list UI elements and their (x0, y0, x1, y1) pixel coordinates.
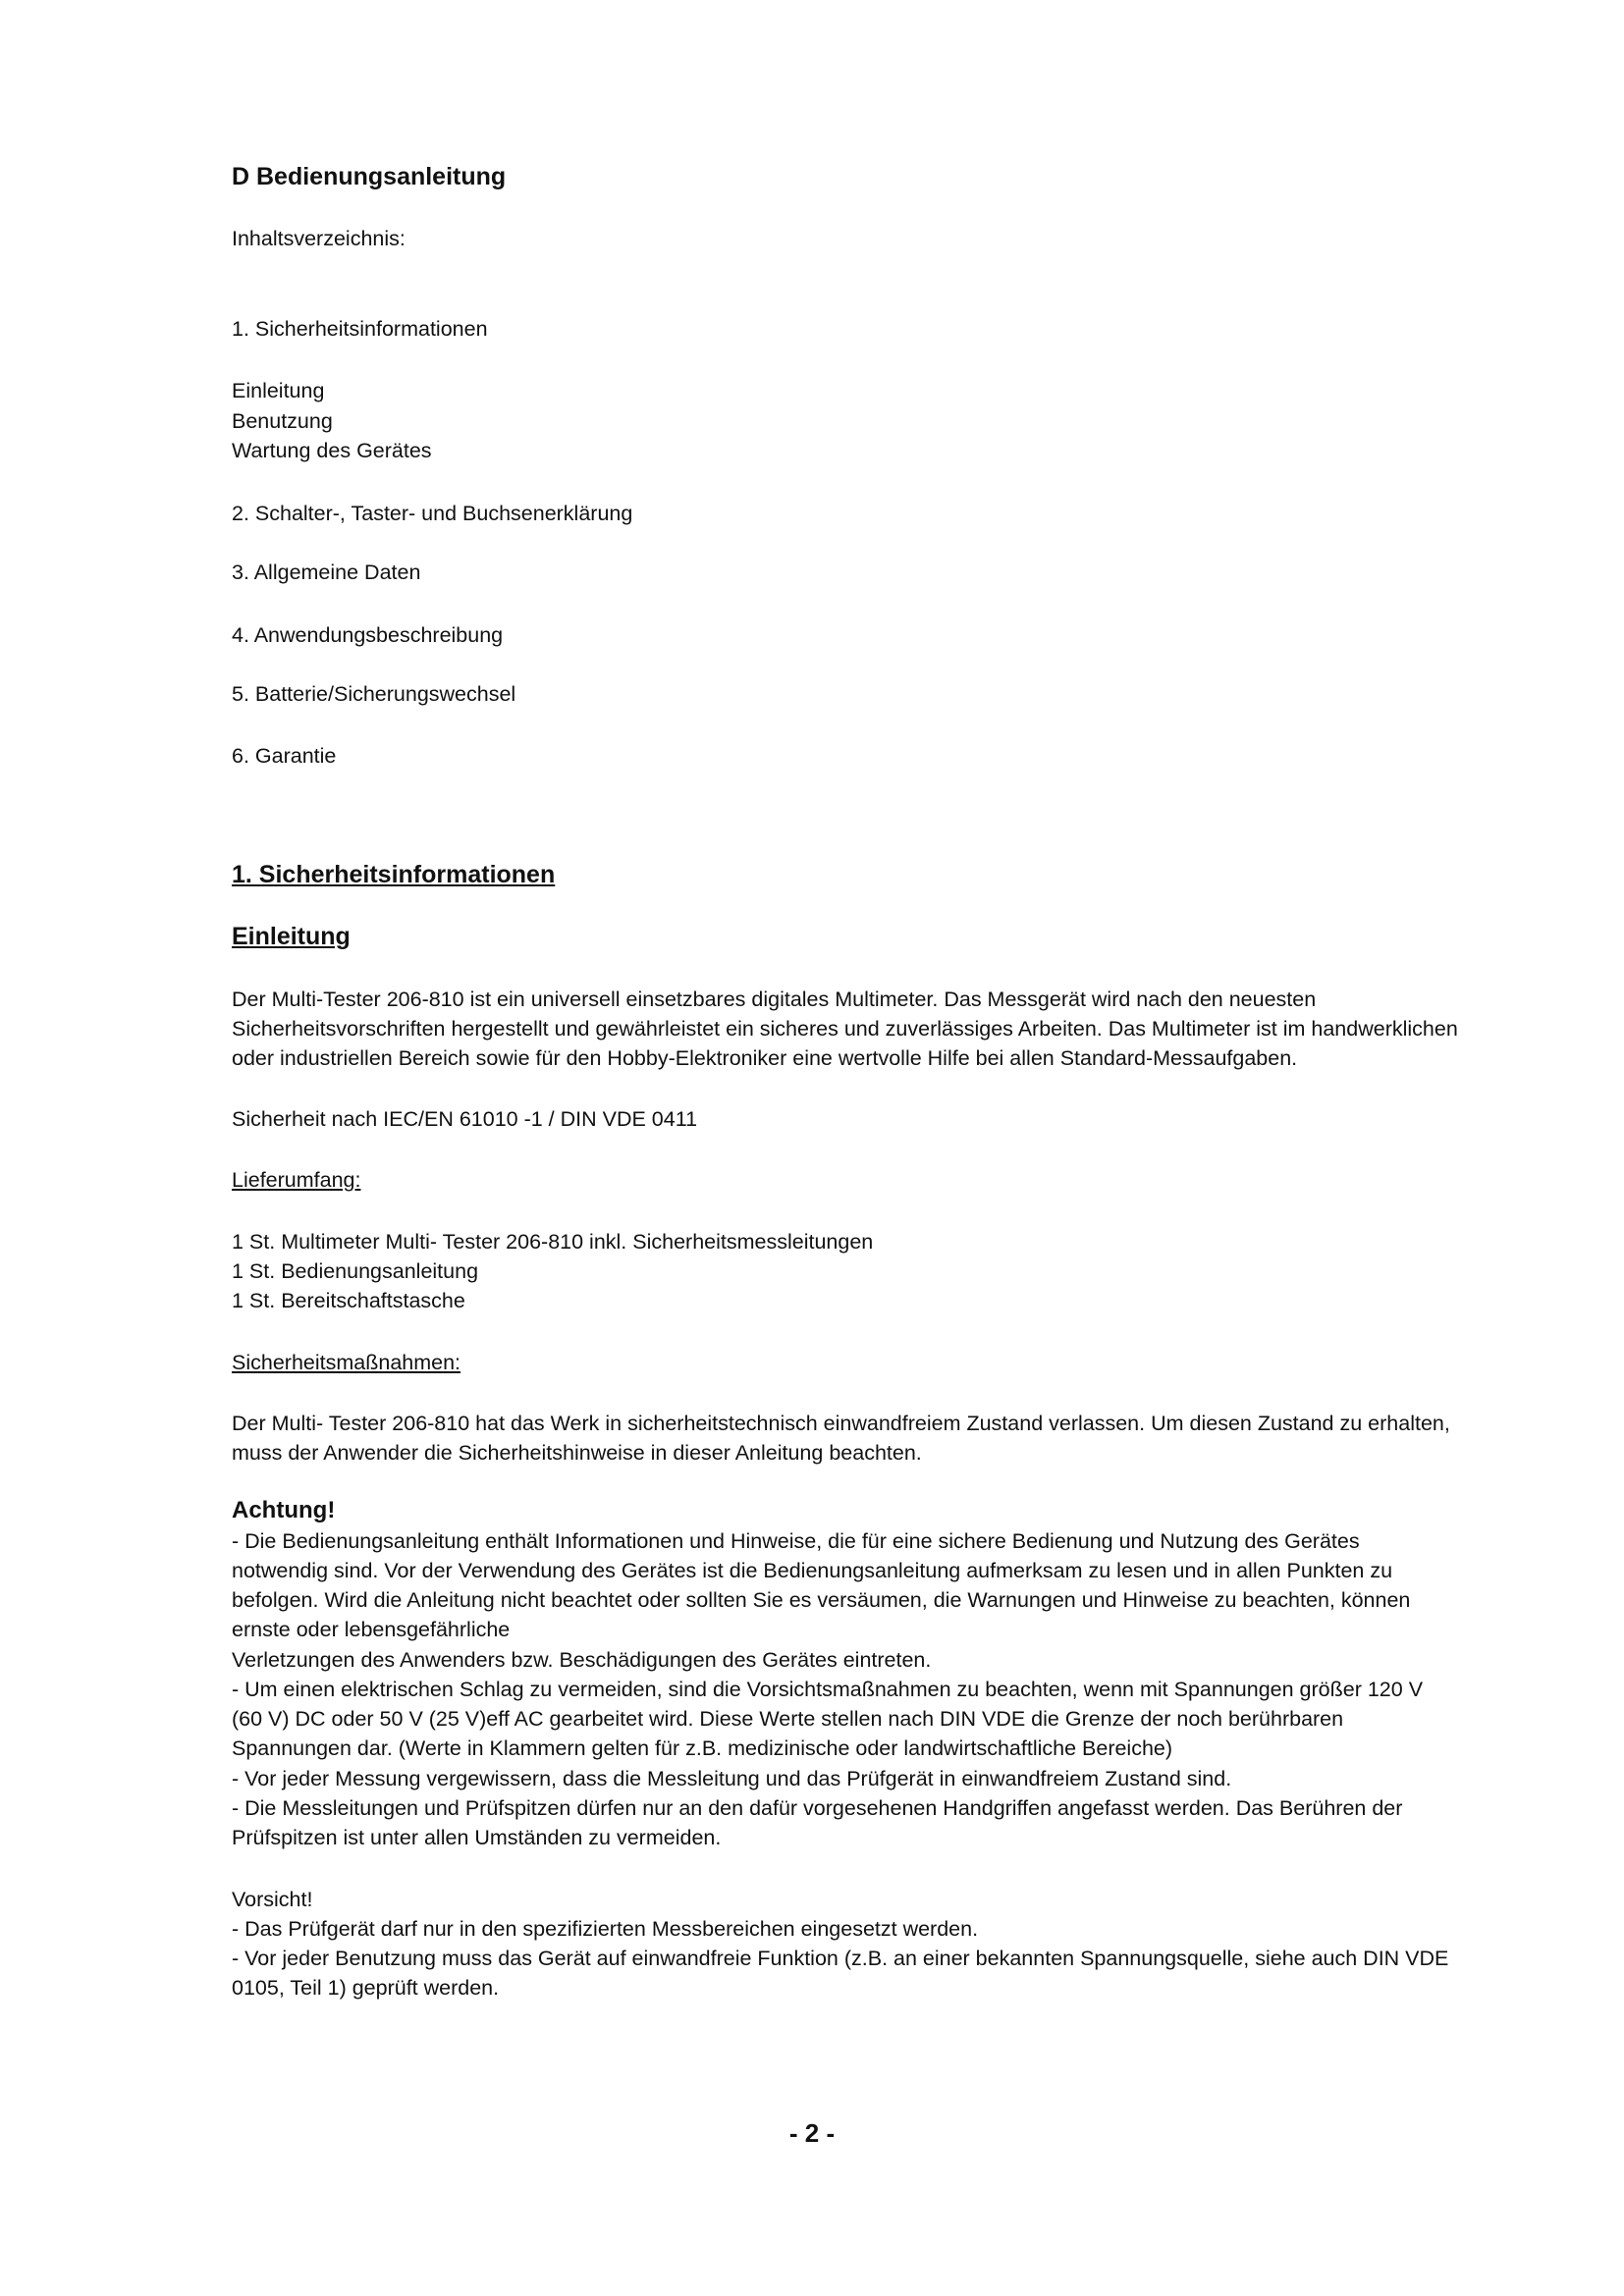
page-number: - 2 - (788, 2118, 836, 2148)
scope-label: Lieferumfang: (232, 1168, 361, 1192)
toc-item-2: 2. Schalter-, Taster- und Buchsenerklärung (232, 502, 633, 525)
attention-line: Spannungen dar. (Werte in Klammern gelten für z.B. medizinische oder landwirtschaftliche Bereiche) (232, 1736, 1173, 1760)
measures-line: Der Multi- Tester 206-810 hat das Werk in sicherheitstechnisch einwandfreiem Zustand verlassen. Um diesen Zustand zu erhalten, (232, 1412, 1450, 1435)
toc-subitem: Einleitung (232, 379, 325, 402)
toc-label: Inhaltsverzeichnis: (232, 227, 406, 250)
toc-item-1: 1. Sicherheitsinformationen (232, 317, 488, 341)
attention-line: befolgen. Wird die Anleitung nicht beachtet oder sollten Sie es versäumen, die Warnungen und Hinweise zu beachten, können (232, 1588, 1411, 1612)
attention-line: - Die Messleitungen und Prüfspitzen dürfen nur an den dafür vorgesehenen Handgriffen angefasst werden. Das Berühren der (232, 1796, 1403, 1820)
subsection-heading: Einleitung (232, 923, 351, 950)
intro-line: Der Multi-Tester 206-810 ist ein universell einsetzbares digitales Multimeter. Das Messgerät wird nach den neuesten (232, 988, 1317, 1011)
scope-item: 1 St. Multimeter Multi- Tester 206-810 inkl. Sicherheitsmessleitungen (232, 1230, 874, 1254)
attention-line: (60 V) DC oder 50 V (25 V)eff AC gearbeitet wird. Diese Werte stellen nach DIN VDE die Grenze der noch berührbaren (232, 1707, 1344, 1731)
toc-subitem: Benutzung (232, 409, 333, 433)
toc-item-3: 3. Allgemeine Daten (232, 561, 421, 584)
attention-line: Verletzungen des Anwenders bzw. Beschädigungen des Gerätes eintreten. (232, 1648, 932, 1672)
section-heading: 1. Sicherheitsinformationen (232, 861, 556, 888)
attention-line: - Vor jeder Messung vergewissern, dass die Messleitung und das Prüfgerät in einwandfreiem Zustand sind. (232, 1767, 1232, 1790)
attention-line: ernste oder lebensgefährliche (232, 1618, 511, 1641)
scope-item: 1 St. Bedienungsanleitung (232, 1259, 479, 1283)
attention-line: - Die Bedienungsanleitung enthält Informationen und Hinweise, die für eine sichere Bedienung und Nutzung des Gerätes (232, 1529, 1360, 1553)
toc-subitem: Wartung des Gerätes (232, 439, 432, 462)
caution-line: - Vor jeder Benutzung muss das Gerät auf einwandfreie Funktion (z.B. an einer bekannten Spannungsquelle, siehe auch DIN VDE (232, 1947, 1449, 1970)
caution-line: - Das Prüfgerät darf nur in den spezifizierten Messbereichen eingesetzt werden. (232, 1917, 979, 1941)
attention-heading: Achtung! (232, 1497, 336, 1523)
scope-item: 1 St. Bereitschaftstasche (232, 1289, 465, 1312)
measures-line: muss der Anwender die Sicherheitshinweise in dieser Anleitung beachten. (232, 1441, 922, 1465)
intro-line: oder industriellen Bereich sowie für den Hobby-Elektroniker eine wertvolle Hilfe bei allen Standard-Messaufgaben. (232, 1046, 1298, 1070)
attention-line: - Um einen elektrischen Schlag zu vermeiden, sind die Vorsichtsmaßnahmen zu beachten, wenn mit Spannungen größer 120 V (232, 1678, 1424, 1701)
toc-item-5: 5. Batterie/Sicherungswechsel (232, 682, 516, 706)
toc-item-4: 4. Anwendungsbeschreibung (232, 623, 504, 647)
intro-line: Sicherheitsvorschriften hergestellt und gewährleistet ein sicheres und zuverlässiges Arbeiten. Das Multimeter ist im handwerklichen (232, 1017, 1458, 1041)
safety-standard: Sicherheit nach IEC/EN 61010 -1 / DIN VDE 0411 (232, 1107, 698, 1131)
attention-line: Prüfspitzen ist unter allen Umständen zu vermeiden. (232, 1826, 722, 1849)
toc-item-6: 6. Garantie (232, 744, 337, 768)
caution-line: 0105, Teil 1) geprüft werden. (232, 1976, 500, 2000)
caution-heading: Vorsicht! (232, 1888, 313, 1911)
measures-label: Sicherheitsmaßnahmen: (232, 1351, 461, 1374)
document-title: D Bedienungsanleitung (232, 163, 507, 190)
attention-line: notwendig sind. Vor der Verwendung des Gerätes ist die Bedienungsanleitung aufmerksam zu lesen und in allen Punkten zu (232, 1559, 1393, 1582)
